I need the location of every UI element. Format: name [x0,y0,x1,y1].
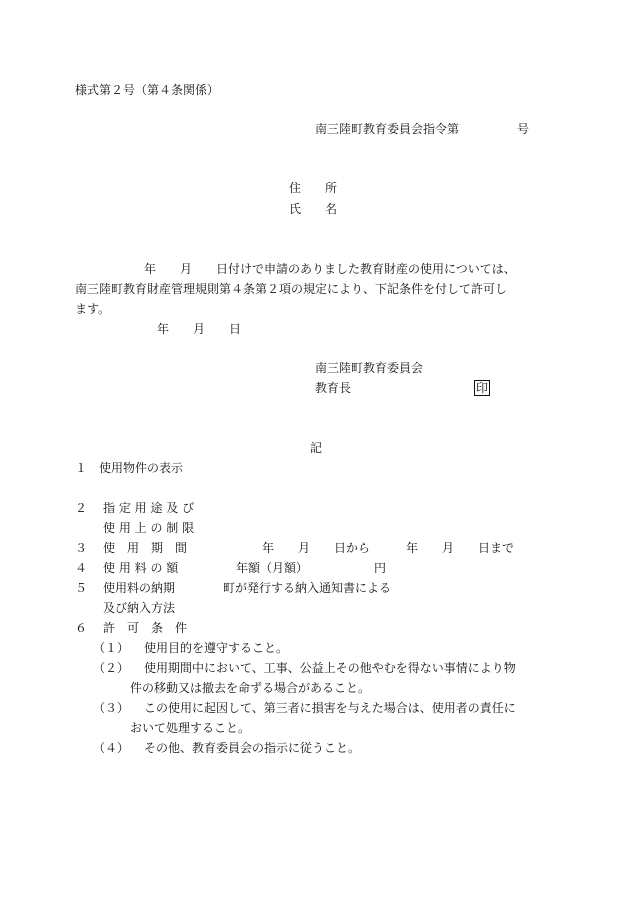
item-5-number: ５ [75,581,88,595]
item-5-value: 町が発行する納入通知書による [223,581,392,595]
body-line-3: ます。 [75,302,111,316]
condition-2-number: （２） [93,661,130,675]
item-6-label: 許 可 条 件 [103,621,188,635]
seal-text: 印 [476,381,489,395]
item-3-label: 使 用 期 間 [103,541,188,555]
condition-3-text-line-1: この使用に起因して、第三者に損害を与えた場合は、使用者の責任に [144,701,516,715]
item-4-value: 年額（月額） 円 [236,561,387,575]
directive-number-label: 南三陸町教育委員会指令第 [315,122,460,136]
directive-number-suffix: 号 [517,122,530,136]
condition-3-text-line-2: おいて処理すること。 [130,721,251,735]
item-2-label-line-1: 指 定 用 途 及 び [103,501,195,515]
item-3-number: ３ [75,541,88,555]
condition-2-text-line-1: 使用期間中において、工事、公益上その他やむを得ない事情により物 [144,661,516,675]
item-5-label-line-2: 及び納入方法 [103,601,176,615]
seal-mark [474,380,490,396]
body-line-2: 南三陸町教育財産管理規則第４条第２項の規定により、下記条件を付して許可し [75,282,508,296]
body-line-1: 年 月 日付けで申請のありました教育財産の使用については、 [144,262,516,276]
condition-4-number: （４） [93,741,130,755]
form-number: 様式第２号（第４条関係） [75,83,220,97]
ki-heading: 記 [310,441,323,455]
condition-1-text: 使用目的を遵守すること。 [144,641,289,655]
issuer-title: 教育長 [315,381,352,395]
item-3-value: 年 月 日から 年 月 日まで [262,541,515,555]
condition-2-text-line-2: 件の移動又は撤去を命ずる場合があること。 [130,681,371,695]
item-2-number: ２ [75,501,88,515]
issuer-organization: 南三陸町教育委員会 [315,361,424,375]
item-1: １ 使用物件の表示 [75,461,184,475]
item-2-label-line-2: 使 用 上 の 制 限 [103,521,195,535]
item-6-number: ６ [75,621,88,635]
condition-1-number: （１） [93,641,130,655]
issue-date: 年 月 日 [157,322,242,336]
address-label: 住 所 [289,181,338,195]
item-4-label: 使 用 料 の 額 [103,561,179,575]
condition-4-text: その他、教育委員会の指示に従うこと。 [144,741,361,755]
item-4-number: ４ [75,561,88,575]
condition-3-number: （３） [93,701,130,715]
item-5-label: 使用料の納期 [103,581,176,595]
name-label: 氏 名 [289,202,338,216]
